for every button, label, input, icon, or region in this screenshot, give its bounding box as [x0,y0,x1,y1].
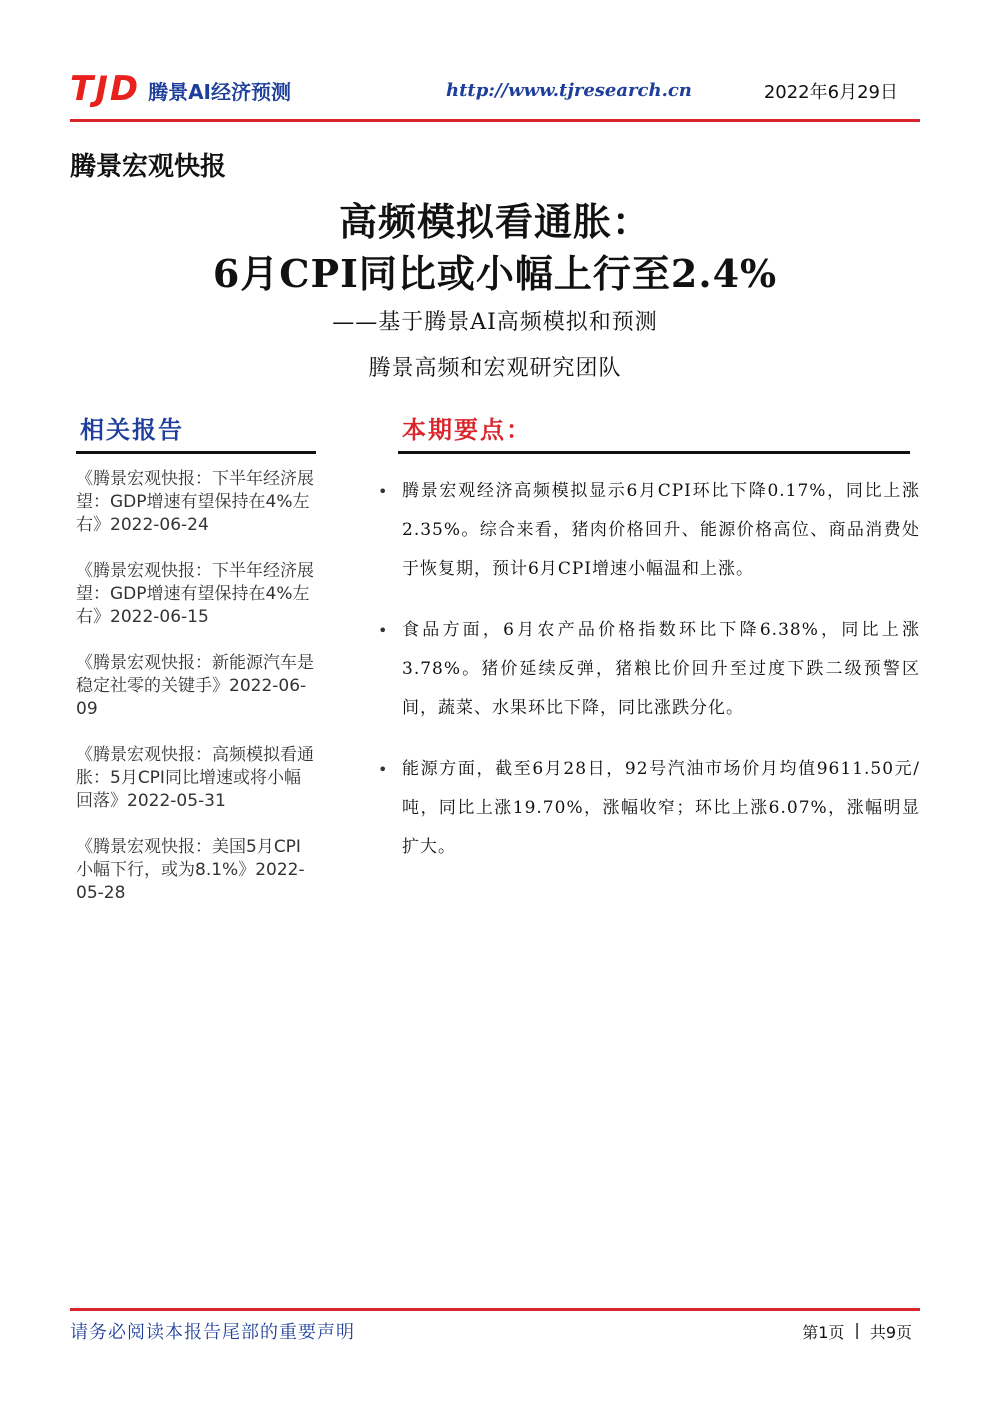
logo-text: 腾景AI经济预测 [148,80,291,104]
footer-disclaimer: 请务必阅读本报告尾部的重要声明 [70,1322,355,1343]
website-link[interactable]: http://www.tjresearch.cn [446,80,692,101]
key-points-heading: 本期要点： [398,410,910,454]
page-header [70,66,920,118]
report-title-line-2: 6月CPI同比或小幅上行至2.4% [212,251,778,296]
total-pages: 共9页 [869,1323,912,1342]
related-report-item[interactable]: 《腾景宏观快报：高频模拟看通胀：5月CPI同比增速或将小幅回落》2022-05-31 [76,745,314,811]
report-subtitle: ——基于腾景AI高频模拟和预测 [332,310,658,335]
author-team: 腾景高频和宏观研究团队 [368,356,622,381]
company-logo [70,69,291,109]
related-reports-list [76,468,316,905]
key-point-text: 能源方面，截至6月28日，92号汽油市场价月均值9611.50元/吨，同比上涨19.70%，涨幅收窄；环比上涨6.07%，涨幅明显扩大。 [402,759,920,857]
related-report-item[interactable]: 《腾景宏观快报：下半年经济展望：GDP增速有望保持在4%左右》2022-06-24 [76,469,314,535]
related-reports-heading: 相关报告 [76,410,316,454]
key-point-text: 腾景宏观经济高频模拟显示6月CPI环比下降0.17%，同比上涨2.35%。综合来看，猪肉价格回升、能源价格高位、商品消费处于恢复期，预计6月CPI增速小幅温和上涨。 [402,481,920,579]
report-date: 2022年6月29日 [763,82,898,103]
related-report-item[interactable]: 《腾景宏观快报：新能源汽车是稳定社零的关键手》2022-06-09 [76,653,314,719]
key-point-item [378,472,920,589]
page-indicator [802,1320,912,1343]
header-divider [70,119,920,122]
footer-divider [70,1308,920,1311]
key-point-text: 食品方面，6月农产品价格指数环比下降6.38%，同比上涨3.78%。猪价延续反弹，猪粮比价回升至过度下跌二级预警区间，蔬菜、水果环比下降，同比涨跌分化。 [402,620,920,718]
key-points-panel [378,410,920,889]
logo-mark: TJD [70,69,141,109]
related-report-item[interactable]: 《腾景宏观快报：下半年经济展望：GDP增速有望保持在4%左右》2022-06-15 [76,561,314,627]
bullet-icon: • [378,621,389,640]
bullet-icon: • [378,760,389,779]
key-point-item [378,750,920,867]
series-title: 腾景宏观快报 [70,152,227,182]
page-separator: | [854,1320,860,1339]
key-point-item [378,611,920,728]
related-reports-panel [76,410,316,928]
current-page: 第1页 [802,1323,845,1342]
title-block [70,196,920,386]
related-report-item[interactable]: 《腾景宏观快报：美国5月CPI小幅下行，或为8.1%》2022-05-28 [76,837,305,903]
bullet-icon: • [378,482,389,501]
key-points-list [378,472,920,867]
report-title-line-1: 高频模拟看通胀： [338,199,651,244]
